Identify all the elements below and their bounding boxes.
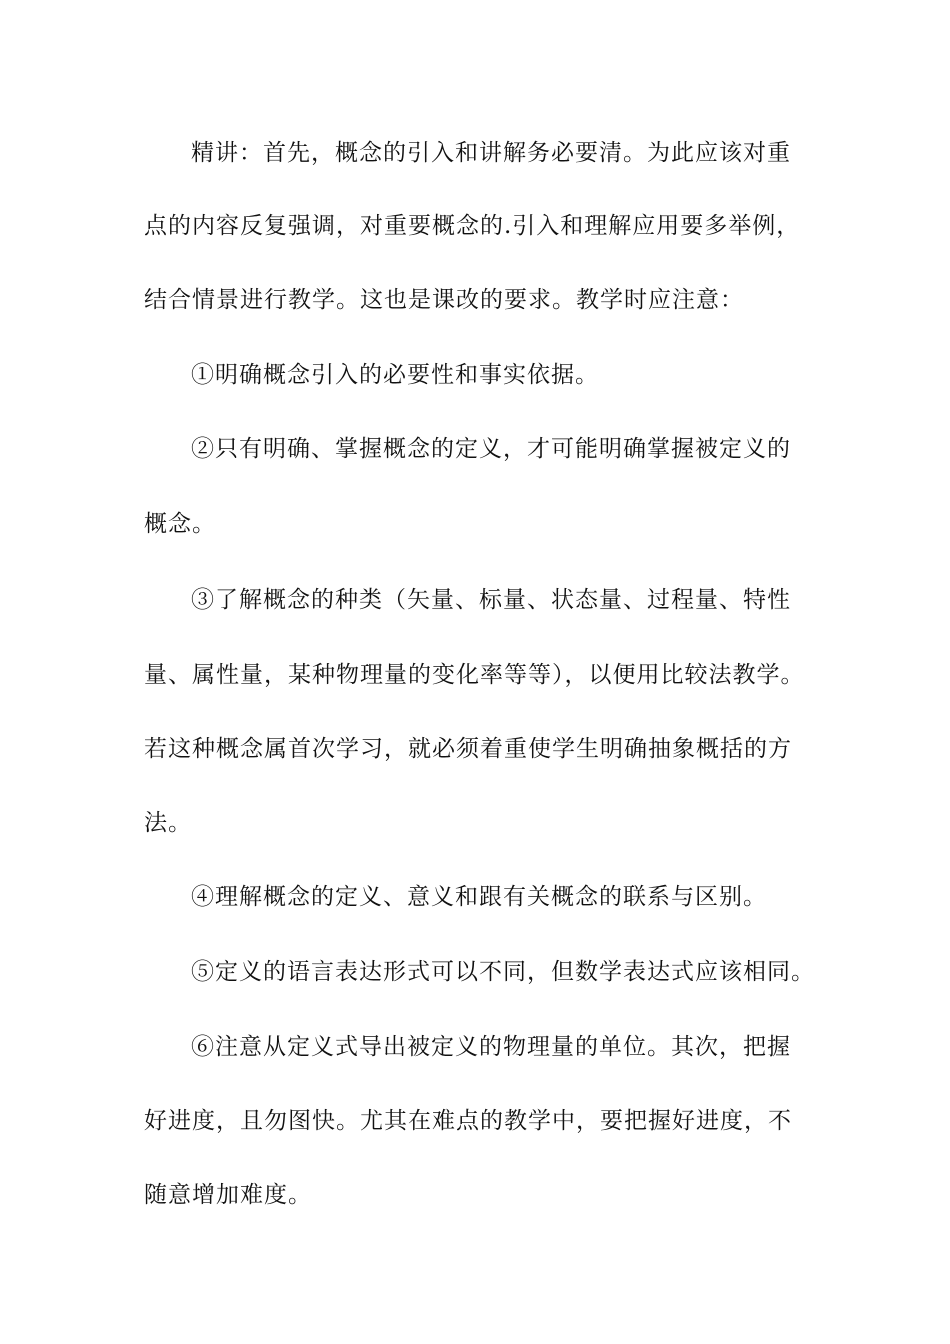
list-item-1: ①明确概念引入的必要性和事实依据。	[191, 362, 599, 388]
paragraph-line: 概念。	[144, 511, 216, 537]
paragraph-line: 精讲：首先，概念的引入和讲解务必要清。为此应该对重	[191, 140, 791, 166]
paragraph-line: 随意增加难度。	[144, 1182, 312, 1208]
paragraph-line: 结合情景进行教学。这也是课改的要求。教学时应注意：	[144, 287, 744, 313]
list-item-2: ②只有明确、掌握概念的定义，才可能明确掌握被定义的	[191, 436, 791, 462]
paragraph-line: 点的内容反复强调，对重要概念的.引入和理解应用要多举例，	[144, 213, 801, 239]
list-item-4: ④理解概念的定义、意义和跟有关概念的联系与区别。	[191, 884, 767, 910]
paragraph-line: 法。	[144, 810, 192, 836]
list-item-5: ⑤定义的语言表达形式可以不同，但数学表达式应该相同。	[191, 959, 815, 985]
list-item-6: ⑥注意从定义式导出被定义的物理量的单位。其次，把握	[191, 1034, 791, 1060]
paragraph-line: 若这种概念属首次学习，就必须着重使学生明确抽象概括的方	[144, 736, 792, 762]
paragraph-line: 好进度，且勿图快。尤其在难点的教学中，要把握好进度，不	[144, 1108, 792, 1134]
paragraph-line: 量、属性量，某种物理量的变化率等等），以便用比较法教学。	[144, 662, 805, 688]
list-item-3: ③了解概念的种类（矢量、标量、状态量、过程量、特性	[191, 587, 791, 613]
